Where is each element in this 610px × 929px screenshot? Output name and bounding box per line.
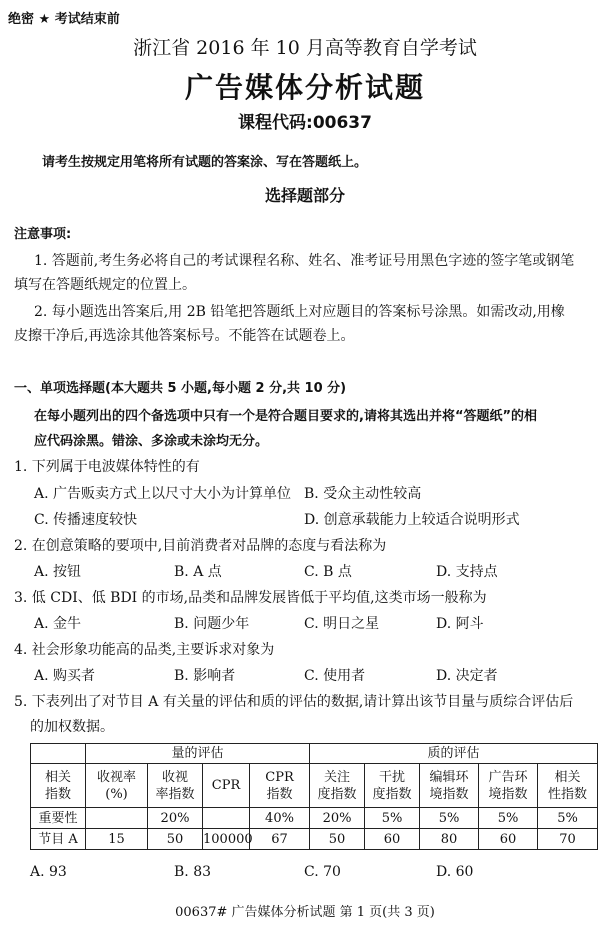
evaluation-table: [30, 743, 598, 850]
question-2-option-a: A. 按钮: [34, 564, 82, 580]
question-1-stem: 1. 下列属于电波媒体特性的有: [14, 459, 200, 475]
table-cell: [86, 808, 148, 829]
group-qualitative: 质的评估: [310, 744, 598, 764]
table-cell: 67: [250, 829, 310, 850]
question-1-option-d: D. 创意承载能力上较适合说明形式: [304, 512, 520, 528]
header-cell: 相关 指数: [31, 764, 86, 808]
header-cell: 广告环 境指数: [479, 764, 538, 808]
notes-heading: 注意事项:: [14, 227, 72, 242]
table-cell: 节目 A: [31, 829, 86, 850]
table-cell: 5%: [538, 808, 598, 829]
header-cell: 干扰 度指数: [365, 764, 420, 808]
table-corner-cell: [31, 744, 86, 764]
header-cell: 收视 率指数: [148, 764, 203, 808]
header-cell: 关注 度指数: [310, 764, 365, 808]
table-cell: 20%: [148, 808, 203, 829]
header-cell: 相关 性指数: [538, 764, 598, 808]
table-cell: 70: [538, 829, 598, 850]
table-cell: 重要性: [31, 808, 86, 829]
question-4-option-c: C. 使用者: [304, 668, 366, 684]
header-cell: 收视率 (%): [86, 764, 148, 808]
question-3-stem: 3. 低 CDI、低 BDI 的市场,品类和品牌发展皆低于平均值,这类市场一般称为: [14, 590, 487, 606]
table-cell: [203, 808, 250, 829]
question-5-stem-line-2: 的加权数据。: [30, 719, 114, 735]
table-cell: 5%: [420, 808, 479, 829]
page-title: 广告媒体分析试题: [184, 71, 425, 104]
table-cell: 50: [310, 829, 365, 850]
question-1-option-c: C. 传播速度较快: [34, 512, 138, 528]
header-cell: 编辑环 境指数: [420, 764, 479, 808]
table-cell: 60: [479, 829, 538, 850]
question-3-option-d: D. 阿斗: [436, 616, 484, 632]
question-2-option-b: B. A 点: [174, 564, 222, 580]
question-1-option-b: B. 受众主动性较高: [304, 486, 422, 502]
table-cell: 100000: [203, 829, 250, 850]
note-1-line-1: 1. 答题前,考生务必将自己的考试课程名称、姓名、准考证号用黑色字迹的签字笔或钢笔: [34, 253, 575, 269]
group-quantitative: 量的评估: [86, 744, 310, 764]
table-cell: 80: [420, 829, 479, 850]
question-2-stem: 2. 在创意策略的要项中,目前消费者对品牌的态度与看法称为: [14, 538, 387, 554]
exam-name: 浙江省 2016 年 10 月高等教育自学考试: [133, 37, 477, 59]
question-2-option-d: D. 支持点: [436, 564, 498, 580]
question-5-option-a: A. 93: [30, 864, 67, 880]
course-code: 课程代码:00637: [238, 113, 372, 133]
table-cell: 60: [365, 829, 420, 850]
question-3-option-a: A. 金牛: [34, 616, 82, 632]
table-cell: 5%: [479, 808, 538, 829]
table-cell: 15: [86, 829, 148, 850]
question-5-option-b: B. 83: [174, 864, 212, 880]
note-1-line-2: 填写在答题纸规定的位置上。: [14, 277, 196, 293]
question-1-option-a: A. 广告贩卖方式上以尺寸大小为计算单位: [34, 486, 292, 502]
part-1-heading: 一、单项选择题(本大题共 5 小题,每小题 2 分,共 10 分): [14, 381, 347, 396]
question-4-stem: 4. 社会形象功能高的品类,主要诉求对象为: [14, 642, 275, 658]
table-cell: 40%: [250, 808, 310, 829]
table-row: [31, 829, 598, 850]
question-4-option-d: D. 决定者: [436, 668, 498, 684]
question-4-option-a: A. 购买者: [34, 668, 96, 684]
answer-instruction: 请考生按规定用笔将所有试题的答案涂、写在答题纸上。: [42, 155, 368, 170]
part-1-desc-line-1: 在每小题列出的四个备选项中只有一个是符合题目要求的,请将其选出并将“答题纸”的相: [34, 409, 538, 424]
table-row: [31, 808, 598, 829]
header-cell: CPR 指数: [250, 764, 310, 808]
question-3-option-c: C. 明日之星: [304, 616, 380, 632]
question-5-option-c: C. 70: [304, 864, 341, 880]
note-2-line-2: 皮擦干净后,再选涂其他答案标号。不能答在试题卷上。: [14, 328, 355, 344]
note-2-line-1: 2. 每小题选出答案后,用 2B 铅笔把答题纸上对应题目的答案标号涂黑。如需改动,用橡: [34, 304, 565, 320]
part-1-desc-line-2: 应代码涂黑。错涂、多涂或未涂均无分。: [34, 434, 269, 449]
question-2-option-c: C. B 点: [304, 564, 352, 580]
secrecy-label: 绝密 ★ 考试结束前: [8, 12, 120, 27]
table-header-row: [31, 764, 598, 808]
table-cell: 50: [148, 829, 203, 850]
page-footer: 00637# 广告媒体分析试题 第 1 页(共 3 页): [175, 905, 435, 920]
question-3-option-b: B. 问题少年: [174, 616, 250, 632]
question-5-option-d: D. 60: [436, 864, 474, 880]
header-cell: CPR: [203, 764, 250, 808]
table-cell: 20%: [310, 808, 365, 829]
question-5-stem-line-1: 5. 下表列出了对节目 A 有关量的评估和质的评估的数据,请计算出该节目量与质综合评估后: [14, 694, 574, 710]
section-title: 选择题部分: [264, 186, 345, 205]
question-4-option-b: B. 影响者: [174, 668, 236, 684]
table-cell: 5%: [365, 808, 420, 829]
